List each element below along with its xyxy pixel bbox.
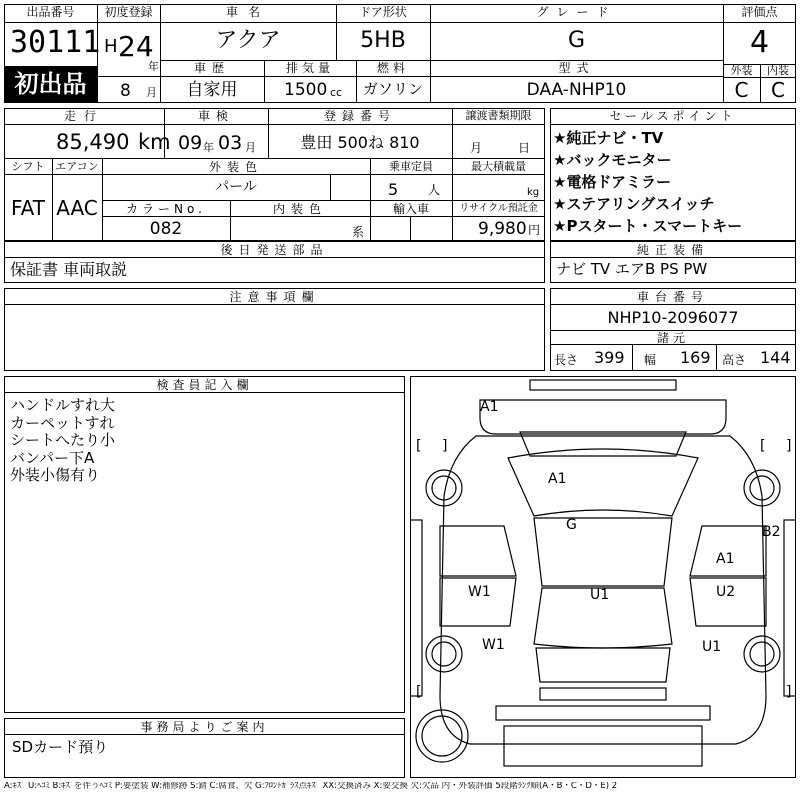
- capacity-unit: 人: [428, 183, 441, 197]
- interior-score-value: C: [771, 78, 785, 102]
- displacement-label: 排気量: [285, 61, 334, 75]
- interior-color-label: 内装色: [272, 202, 327, 216]
- rear-bumper-lower: [496, 706, 710, 720]
- registration-year: 24: [118, 30, 154, 63]
- height-label: 高さ: [722, 353, 747, 367]
- mileage-unit: km: [138, 130, 171, 154]
- aircon-label: エアコン: [55, 160, 99, 173]
- damage-mark: W1: [482, 637, 505, 653]
- rear-hatch: [536, 648, 670, 682]
- front-bumper: [480, 400, 726, 434]
- load-label: 最大積載量: [471, 160, 526, 173]
- rear-bumper: [540, 688, 666, 700]
- windshield: [508, 449, 698, 516]
- genuine-label: 純正装備: [636, 243, 709, 257]
- registration-month-unit: 月: [146, 86, 157, 99]
- selling-point-item: ★純正ナビ・TV: [553, 129, 664, 147]
- grade-value: G: [567, 28, 586, 53]
- load-unit: kg: [527, 187, 540, 198]
- damage-mark: B2: [762, 524, 781, 540]
- inspection-year: 09: [178, 132, 203, 154]
- transfer-month-unit: 月: [470, 141, 483, 155]
- damage-mark: W1: [468, 584, 491, 600]
- lot-label: 出品番号: [26, 5, 75, 19]
- damage-mark: U1: [590, 587, 610, 603]
- left-side-panel: [410, 520, 422, 696]
- roof: [534, 518, 672, 586]
- inspector-line: ハンドルすれ大: [10, 396, 116, 414]
- car-diagram-drawing: [410, 376, 796, 778]
- inspection-month: 03: [218, 132, 243, 154]
- recycle-label: リサイクル預託金: [459, 203, 538, 214]
- first-listing-badge: 初出品: [4, 66, 97, 103]
- registration-label: 初度登録: [104, 5, 153, 19]
- score-value: 4: [749, 25, 770, 60]
- registration-era: H: [104, 36, 118, 57]
- right-side-panel: [784, 520, 796, 696]
- reg-number-label: 登録番号: [323, 109, 396, 123]
- capacity-label: 乗車定員: [389, 160, 433, 173]
- history-value: 自家用: [186, 80, 238, 100]
- height-value: 144: [760, 348, 791, 367]
- transfer-label: 譲渡書類期限: [465, 109, 532, 122]
- spare-tire: [416, 710, 468, 762]
- inspection-year-unit: 年: [203, 141, 214, 154]
- svg-text:]: ]: [786, 684, 792, 700]
- transfer-day-unit: 日: [518, 141, 531, 155]
- shift-value: FAT: [10, 196, 45, 220]
- inspector-line: 外装小傷有り: [10, 466, 101, 484]
- selling-point-item: ★バックモニター: [553, 151, 672, 169]
- svg-text:]: ]: [786, 438, 792, 454]
- office-value: SDカード預り: [12, 738, 109, 756]
- selling-point-item: ★Pスタート・スマートキー: [553, 217, 743, 235]
- door-value: 5HB: [360, 28, 406, 53]
- model-value: DAA-NHP10: [526, 80, 627, 100]
- interior-color-unit: 系: [352, 225, 365, 239]
- lot-number: 30111: [10, 25, 101, 60]
- damage-mark: A1: [548, 471, 567, 487]
- svg-text:[: [: [416, 438, 422, 454]
- exterior-color-value: パール: [215, 179, 257, 195]
- selling-point-item: ★ステアリングスイッチ: [553, 195, 715, 213]
- mileage-value: 85,490: [56, 130, 130, 154]
- office-label: 事務局よりご案内: [140, 720, 269, 734]
- length-label: 長さ: [554, 353, 579, 367]
- history-label: 車歴: [193, 61, 230, 75]
- shipping-label: 後日発送部品: [220, 243, 329, 257]
- car-name-label: 車名: [225, 5, 270, 19]
- displacement-unit: cc: [330, 86, 343, 99]
- color-no-label: カラーNo.: [126, 202, 206, 216]
- door-label: ドア形状: [359, 5, 407, 19]
- inspector-label: 検査員記入欄: [156, 378, 253, 392]
- width-value: 169: [680, 348, 711, 367]
- damage-mark: G: [566, 517, 577, 533]
- damage-mark: U2: [716, 584, 736, 600]
- underbody: [504, 726, 702, 766]
- inspector-line: シートへたり小: [10, 431, 116, 449]
- inspection-label: 車検: [197, 109, 234, 123]
- grade-label: グレード: [536, 5, 617, 19]
- color-no-value: 082: [149, 219, 183, 239]
- legend: A:ｷｽﾞ U:ﾍｺﾐ B:ｷｽﾞを伴うﾍｺﾐ P:要塗装 W:補修跡 S:錆 C:腐食、欠 G:ﾌﾛﾝﾄｶﾞﾗｽ点ｷｽﾞ XX:交換済み X:要交換 欠:欠品 内・外装評価 5段階ﾗﾝｸ順(A・B・C・D・E) 2: [4, 782, 618, 791]
- import-label: 輸入車: [392, 202, 429, 216]
- interior-score-label: 内装: [767, 64, 789, 77]
- recycle-value: 9,980: [478, 219, 527, 239]
- selling-points-label: セールスポイント: [609, 109, 737, 123]
- damage-mark: A1: [480, 399, 499, 415]
- exterior-color-label: 外装色: [208, 160, 263, 174]
- shipping-value: 保証書 車両取説: [10, 260, 128, 279]
- exterior-score-value: C: [734, 78, 749, 102]
- fuel-value: ガソリン: [362, 80, 423, 98]
- chassis-value: NHP10-2096077: [607, 308, 739, 327]
- notes-label: 注意事項欄: [229, 290, 320, 304]
- score-label: 評価点: [741, 5, 778, 19]
- chassis-label: 車台番号: [636, 290, 709, 304]
- svg-text:]: ]: [442, 438, 448, 454]
- length-value: 399: [594, 348, 625, 367]
- fuel-label: 燃料: [376, 61, 409, 75]
- car-name-value: アクア: [215, 28, 281, 53]
- width-label: 幅: [644, 353, 657, 367]
- genuine-value: ナビ TV エアB PS PW: [556, 260, 708, 278]
- inspection-month-unit: 月: [245, 141, 256, 154]
- svg-text:[: [: [760, 438, 766, 454]
- specs-label: 諸元: [656, 331, 689, 345]
- displacement-value: 1500: [284, 80, 328, 100]
- shift-label: シフト: [11, 160, 45, 173]
- reg-number-value: 豊田 500ね 810: [300, 133, 420, 152]
- registration-month: 8: [120, 81, 131, 101]
- mileage-label: 走行: [63, 109, 104, 123]
- front-bumper-strip: [530, 380, 676, 390]
- svg-text:[: [: [416, 684, 422, 700]
- inspector-line: カーペットすれ: [10, 414, 115, 432]
- registration-year-unit: 年: [148, 60, 159, 73]
- inspector-line: バンパー下A: [10, 449, 95, 467]
- damage-mark: A1: [716, 551, 735, 567]
- model-label: 型式: [558, 61, 595, 75]
- aircon-value: AAC: [56, 196, 98, 220]
- damage-mark: U1: [702, 639, 722, 655]
- left-front-door: [440, 526, 516, 576]
- selling-point-item: ★電格ドアミラー: [553, 173, 671, 191]
- recycle-unit: 円: [528, 223, 541, 237]
- exterior-score-label: 外装: [730, 64, 753, 77]
- capacity-value: 5: [388, 180, 399, 199]
